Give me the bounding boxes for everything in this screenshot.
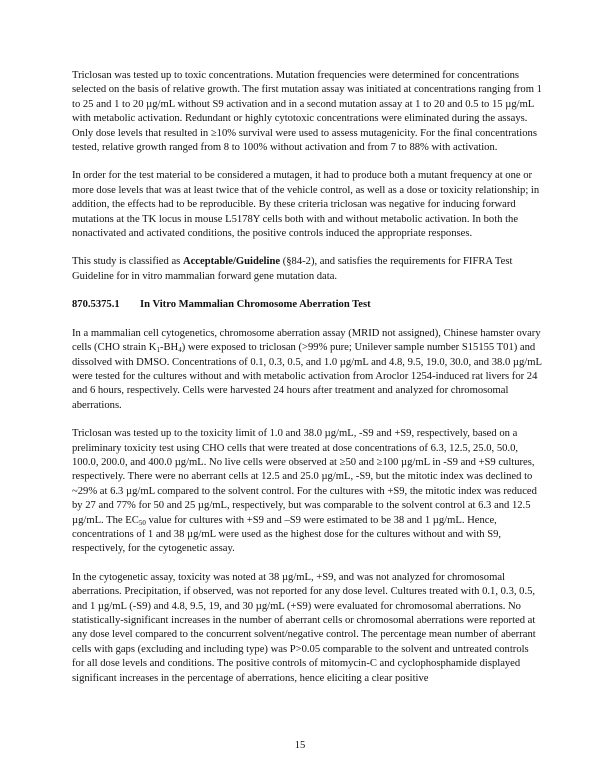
toxicity-text-1: Triclosan was tested up to the toxicity limit of 1.0 and 38.0 µg/mL, -S9 and +S9, respectively, based on a preliminary toxicity test using CHO cells that were treated at dose concentrations of 6.3, 12.5, 25.0, 50.0, 100.0, 200.0, and 400.0 µg/mL. No live cells were observed at ≥50 and ≥100 µg/mL in -S9 and +S9 cultures, respectively. There were no aberrant cells at 12.5 and 25.0 µg/mL, -S9, but the mitotic index was declined to ~29% at 6.3 µg/mL compared to the solvent control. For the cultures with +S9, the mitotic index was reduced by 27 and 77% for 50 and 25 µg/mL, respectively, but was comparable to the solvent control at 6.3 and 12.5 µg/mL. The EC <box>72 428 537 526</box>
subscript-50: 50 <box>138 518 146 527</box>
paragraph-cytogenetic-assay: In the cytogenetic assay, toxicity was noted at 38 µg/mL, +S9, and was not analyzed for chromosomal aberrations. Precipitation, if observed, was not reported for any dose level. Cultures treated with 0.1, 0.3, 0.5, and 1 µg/mL (-S9) and 4.8, 9.5, 19, and 30 µg/mL (+S9) were evaluated for chromosomal aberrations. No statistically-significant increases in the number of aberrant cells or chromosomal aberrations were reported at any dose level compared to the concurrent solvent/negative control. The percentage mean number of aberrant cells with gaps (excluding and including type) was P>0.05 comparable to the solvent and untreated controls for all dose levels and conditions. The positive controls of mitomycin-C and cyclophosphamide displayed significant increases in the percentage of aberrations, hence eliciting a clear positive <box>72 571 536 684</box>
subscript-1: 1 <box>156 346 160 355</box>
paragraph-mutagen-criteria: In order for the test material to be considered a mutagen, it had to produce both a mutant frequency at one or more dose levels that was at least twice that of the vehicle control, as well as a dose or toxicity relationship; in addition, the effects had to be reproducible. By these criteria triclosan was negative for inducing forward mutations at the TK locus in mouse L5178Y cells both with and without metabolic activation. In both the nonactivated and activated conditions, the positive controls induced the appropriate responses. <box>72 170 540 240</box>
paragraph-assay-description <box>72 327 542 413</box>
toxicity-text-2: value for cultures with +S9 and –S9 were estimated to be 38 and 1 µg/mL. Hence, concentrations of 1 and 38 µg/mL were used as the highest dose for the cultures without and with S9, respectively, for the cytogenetic assay. <box>72 514 502 555</box>
assay-text-1: In a mammalian cell cytogenetics, chromosome aberration assay (MRID not assigned), Chinese hamster ovary cells (CHO strain K <box>72 327 541 354</box>
paragraph-classification <box>72 255 542 284</box>
section-title: In Vitro Mammalian Chromosome Aberration Test <box>140 299 371 311</box>
classification-text-start: This study is classified as <box>72 256 183 268</box>
subscript-4: 4 <box>178 346 182 355</box>
assay-text-3: ) were exposed to triclosan (>99% pure; Unilever sample number S15155 T01) and dissolved with DMSO. Concentrations of 0.1, 0.3, 0.5, and 1.0 µg/mL and 4.8, 9.5, 19.0, 30.0, and 38.0 µg/mL were tested for the cultures without and with metabolic activation from Aroclor 1254-induced rat livers for 24 and 6 hours, respectively. Cells were harvested 24 hours after treatment and analyzed for chromosomal aberrations. <box>72 342 542 411</box>
assay-text-2: -BH <box>159 342 179 354</box>
paragraph-toxicity-limit <box>72 427 542 557</box>
section-heading <box>72 298 542 312</box>
section-number: 870.5375.1 <box>72 299 120 311</box>
page-number: 15 <box>294 740 306 751</box>
paragraph-mutation-frequencies: Triclosan was tested up to toxic concentrations. Mutation frequencies were determined for concentrations selected on the basis of relative growth. The first mutation assay was initiated at concentrations ranging from 1 to 25 and 1 to 20 µg/mL without S9 activation and in a second mutation assay at 1 to 20 and 0.5 to 15 µg/mL with metabolic activation. Redundant or highly cytotoxic concentrations were eliminated during the assays. Only dose levels that resulted in ≥10% survival were used to assess mutagenicity. For the final concentrations tested, relative growth ranged from 8 to 100% without activation and from 7 to 88% with activation. <box>72 70 542 154</box>
document-body <box>72 69 542 700</box>
classification-text-end: (§84-2), and satisfies the requirements for FIFRA Test Guideline for in vitro mammalian forward gene mutation data. <box>72 256 513 282</box>
classification-label: Acceptable/Guideline <box>182 256 281 268</box>
